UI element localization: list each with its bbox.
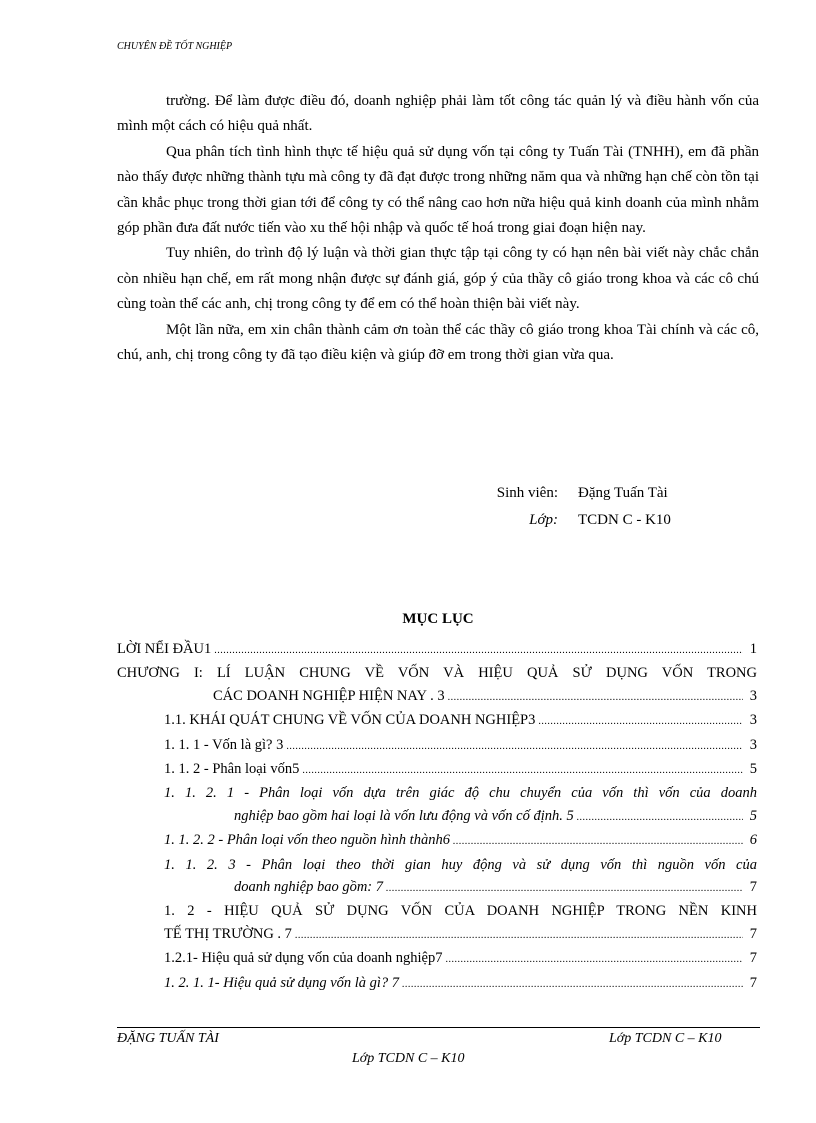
class-label: Lớp:	[529, 512, 558, 528]
footer-divider	[117, 1027, 760, 1028]
page-header: CHUYÊN ĐỀ TỐT NGHIỆP	[117, 41, 233, 52]
toc-entry-text-cont: doanh nghiệp bao gồm: 7	[234, 879, 384, 896]
paragraph-4: Một lần nữa, em xin chân thành cảm ơn toàn thể các thầy cô giáo trong khoa Tài chính và các cô, chú, anh, chị trong công ty đã tạo điều kiện và giúp đỡ em trong thời gian vừa qua.	[117, 321, 759, 364]
toc-entry-text: 1. 1. 2. 1 - Phân loại vốn dựa trên giác độ chu chuyển của vốn thì vốn của doanh	[164, 785, 757, 802]
toc-entry[interactable]	[117, 854, 757, 901]
toc-entry-text-cont: TẾ THỊ TRƯỜNG . 7	[164, 925, 292, 942]
paragraph-1: trường. Để làm được điều đó, doanh nghiệp phải làm tốt công tác quản lý và điều hành vốn của mình một cách có hiệu quả nhất.	[117, 93, 759, 135]
toc-entry-text: 1. 1. 2. 3 - Phân loại theo thời gian huy động và sử dụng vốn thì nguồn vốn của	[164, 856, 757, 873]
student-label: Sinh viên:	[496, 485, 558, 501]
student-name: Đặng Tuấn Tài	[578, 485, 668, 501]
toc-entry[interactable]	[117, 829, 757, 853]
toc-entry-text: 1. 1. 1 - Vốn là gì? 3	[164, 736, 284, 753]
toc-entry-page: 3	[749, 736, 757, 753]
toc-entry[interactable]	[117, 662, 757, 709]
toc-entry[interactable]	[117, 709, 757, 733]
toc-entry-text: 1. 2 - HIỆU QUẢ SỬ DỤNG VỐN CỦA DOANH NGHIỆP TRONG NỀN KINH	[164, 903, 757, 920]
toc-entry[interactable]	[117, 947, 757, 971]
paragraph-3: Tuy nhiên, do trình độ lý luận và thời gian thực tập tại công ty có hạn nên bài viết này chắc chắn còn nhiều hạn chế, em rất mong nhận được sự đánh giá, góp ý của thầy cô giáo trong khoa và các cô chú cùng toàn thể các anh, chị trong công ty để em có thể hoàn thiện bài viết này.	[117, 245, 759, 313]
toc-entry-text: 1. 2. 1. 1- Hiệu quả sử dụng vốn là gì? 7	[164, 974, 400, 991]
toc-entry-page: 3	[749, 687, 757, 704]
toc-entry-page: 5	[749, 761, 757, 778]
toc-entry-page: 7	[749, 950, 757, 967]
class-value: TCDN C - K10	[578, 512, 671, 528]
toc-entry[interactable]	[117, 972, 757, 996]
footer-class-center: Lớp TCDN C – K10	[352, 1051, 465, 1066]
toc-entry[interactable]	[117, 900, 757, 947]
toc-entry-page: 7	[749, 974, 757, 991]
toc-entry-text: 1.1. KHÁI QUÁT CHUNG VỀ VỐN CỦA DOANH NGHIỆP3	[164, 712, 536, 729]
toc-entry[interactable]	[117, 758, 757, 782]
paragraph-2: Qua phân tích tình hình thực tế hiệu quả sử dụng vốn tại công ty Tuấn Tài (TNHH), em đã phần nào thấy được những thành tựu mà công ty đã đạt được trong những năm qua và những hạn chế còn tồn tại cần khắc phục trong thời gian tới để công ty có thể nâng cao hơn nữa hiệu quả kinh doanh của mình nhằm góp phần đưa đất nước tiến vào xu thế hội nhập và quốc tế hoá trong giai đoạn hiện nay.	[117, 143, 759, 237]
toc-entry-text: 1.2.1- Hiệu quả sử dụng vốn của doanh nghiệp7	[164, 950, 443, 967]
toc-entry-page: 3	[749, 712, 757, 729]
toc-entry-page: 1	[749, 641, 757, 657]
table-of-contents	[117, 638, 757, 996]
footer-author: ĐẶNG TUẤN TÀI	[117, 1031, 219, 1046]
toc-entry[interactable]	[117, 782, 757, 829]
signature-class	[480, 509, 671, 531]
toc-entry-text: LỜI NỂI ĐẦU1	[117, 641, 212, 657]
toc-title: MỤC LỤC	[402, 611, 474, 627]
toc-entry-page: 6	[749, 832, 757, 849]
body-text	[117, 89, 759, 368]
toc-entry-text: 1. 1. 2. 2 - Phân loại vốn theo nguồn hình thành6	[164, 832, 450, 849]
footer-class: Lớp TCDN C – K10	[609, 1031, 722, 1046]
toc-entry-page: 7	[749, 879, 757, 896]
toc-entry-text: CHƯƠNG I: LÍ LUẬN CHUNG VỀ VỐN VÀ HIỆU QUẢ SỬ DỤNG VỐN TRONG	[117, 665, 757, 682]
toc-entry-page: 5	[749, 807, 757, 824]
toc-entry-page: 7	[749, 925, 757, 942]
signature-student	[480, 482, 668, 504]
toc-entry-text-cont: CÁC DOANH NGHIỆP HIỆN NAY . 3	[213, 687, 445, 704]
toc-entry-text-cont: nghiệp bao gồm hai loại là vốn lưu động và vốn cố định. 5	[234, 807, 574, 824]
toc-entry[interactable]	[117, 734, 757, 758]
toc-entry-text: 1. 1. 2 - Phân loại vốn5	[164, 761, 300, 778]
toc-entry[interactable]	[117, 638, 757, 662]
